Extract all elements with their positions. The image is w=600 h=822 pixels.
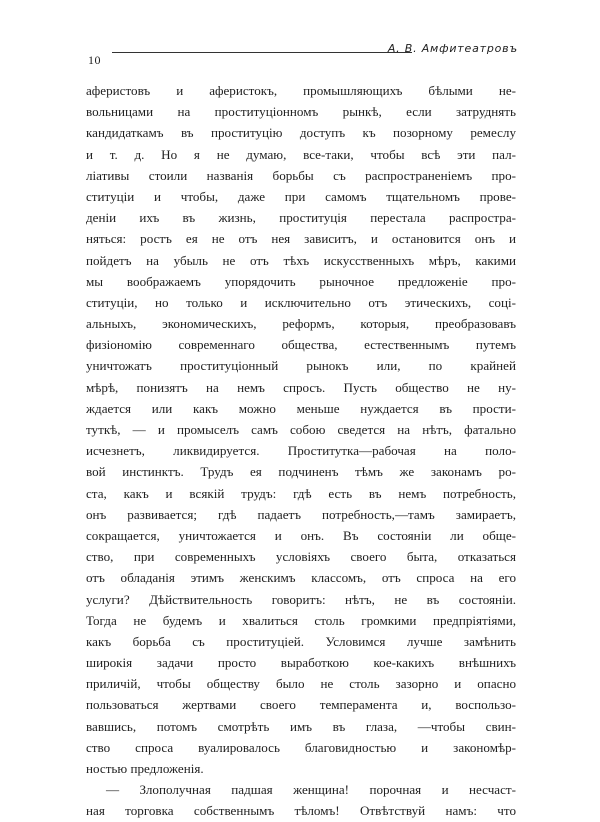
body-text [86,80,516,822]
paragraph-start-line: — Злополучная падшая женщина! порочная и несчаст- [106,782,516,798]
text-line: ституціи, но только и исключительно отъ этическихъ, соці- [86,294,516,310]
text-line: ство, при современныхъ условіяхъ своего быта, отказаться [86,549,516,565]
text-line: отъ обладанія этимъ женскимъ классомъ, отъ спроса на его [86,570,516,586]
page-number: 10 [88,53,101,67]
running-head [84,38,522,67]
text-line: услуги? Дѣйствительность говоритъ: нѣтъ, не въ состояніи. [86,591,516,607]
text-line: туткѣ, — и промыселъ самъ собою сведется на нѣтъ, фатально [86,422,516,437]
text-line: пользоваться жертвами своего темперамента и, воспользо- [86,697,516,713]
text-line: какъ борьба съ проституціей. Условимся лучше замѣнить [86,633,516,649]
text-line: ста, какъ и всякій трудъ: гдѣ есть въ немъ потребность, [86,485,516,501]
text-line: и т. д. Но я не думаю, все-таки, чтобы всѣ эти пал- [86,146,516,162]
text-line: сокращается, уничтожается и онъ. Въ состояніи ли обще- [86,527,516,543]
header-rule [112,52,412,53]
text-line: онъ развивается; гдѣ падаетъ потребность,—тамъ замираетъ, [86,506,516,522]
text-line: вольницами на проституціонномъ рынкѣ, если затруднять [86,104,516,120]
text-line: вой инстинктъ. Трудъ ея подчиненъ тѣмъ же законамъ ро- [86,464,516,480]
text-line: Тогда не будемъ и хвалиться столь громкими предпріятіями, [86,612,516,628]
text-line: деніи ихъ въ жизнь, проституція перестала распростра- [86,210,516,226]
text-line: пойдетъ на убыль не отъ тѣхъ искусственныхъ мѣръ, какими [86,252,516,268]
text-line: мѣрѣ, понизятъ на немъ спросъ. Пусть общество не ну- [86,379,516,395]
text-line: уничтожатъ проституціонный рынокъ или, по крайней [86,358,516,374]
text-line: альныхъ, экономическихъ, реформъ, которыя, преобразовавъ [86,316,516,332]
text-line: ліативы стоили названія борьбы съ распространеніемъ про- [86,167,516,183]
text-line: широкія задачи просто выработкою кое-какихъ внѣшнихъ [86,655,516,671]
text-line: приличій, чтобы обществу было не столь зазорно и опасно [86,676,516,692]
paragraph-end-line: ностью предложенія. [86,761,204,776]
text-line: вавшись, потомъ смотрѣть имъ въ глаза, —чтобы свин- [86,718,516,734]
text-line: исчезнетъ, ликвидируется. Проститутка—рабочая на поло- [86,443,516,459]
running-title: А. В. Амфитеатровъ [387,42,518,55]
text-line: физіономію современнаго общества, естественнымъ путемъ [86,337,516,353]
text-line: ная торговка собственнымъ тѣломъ! Отвѣтствуй намъ: что [86,803,516,819]
text-line: аферистовъ и аферистокъ, промышляющихъ бѣлыми не- [86,83,516,98]
text-line: ждается или какъ можно меньше нуждается въ прости- [86,400,516,416]
text-line: няться: ростъ ея не отъ нея зависитъ, и остановится онъ и [86,231,516,247]
text-line: мы воображаемъ упорядочить рыночное предложеніе про- [86,273,516,289]
text-line: кандидаткамъ въ проституцію доступъ къ позорному ремеслу [86,125,516,141]
text-line: ституціи и чтобы, даже при самомъ тщательномъ прове- [86,188,516,204]
text-line: ство спроса вуалировалось благовидностью и закономѣр- [86,739,516,755]
